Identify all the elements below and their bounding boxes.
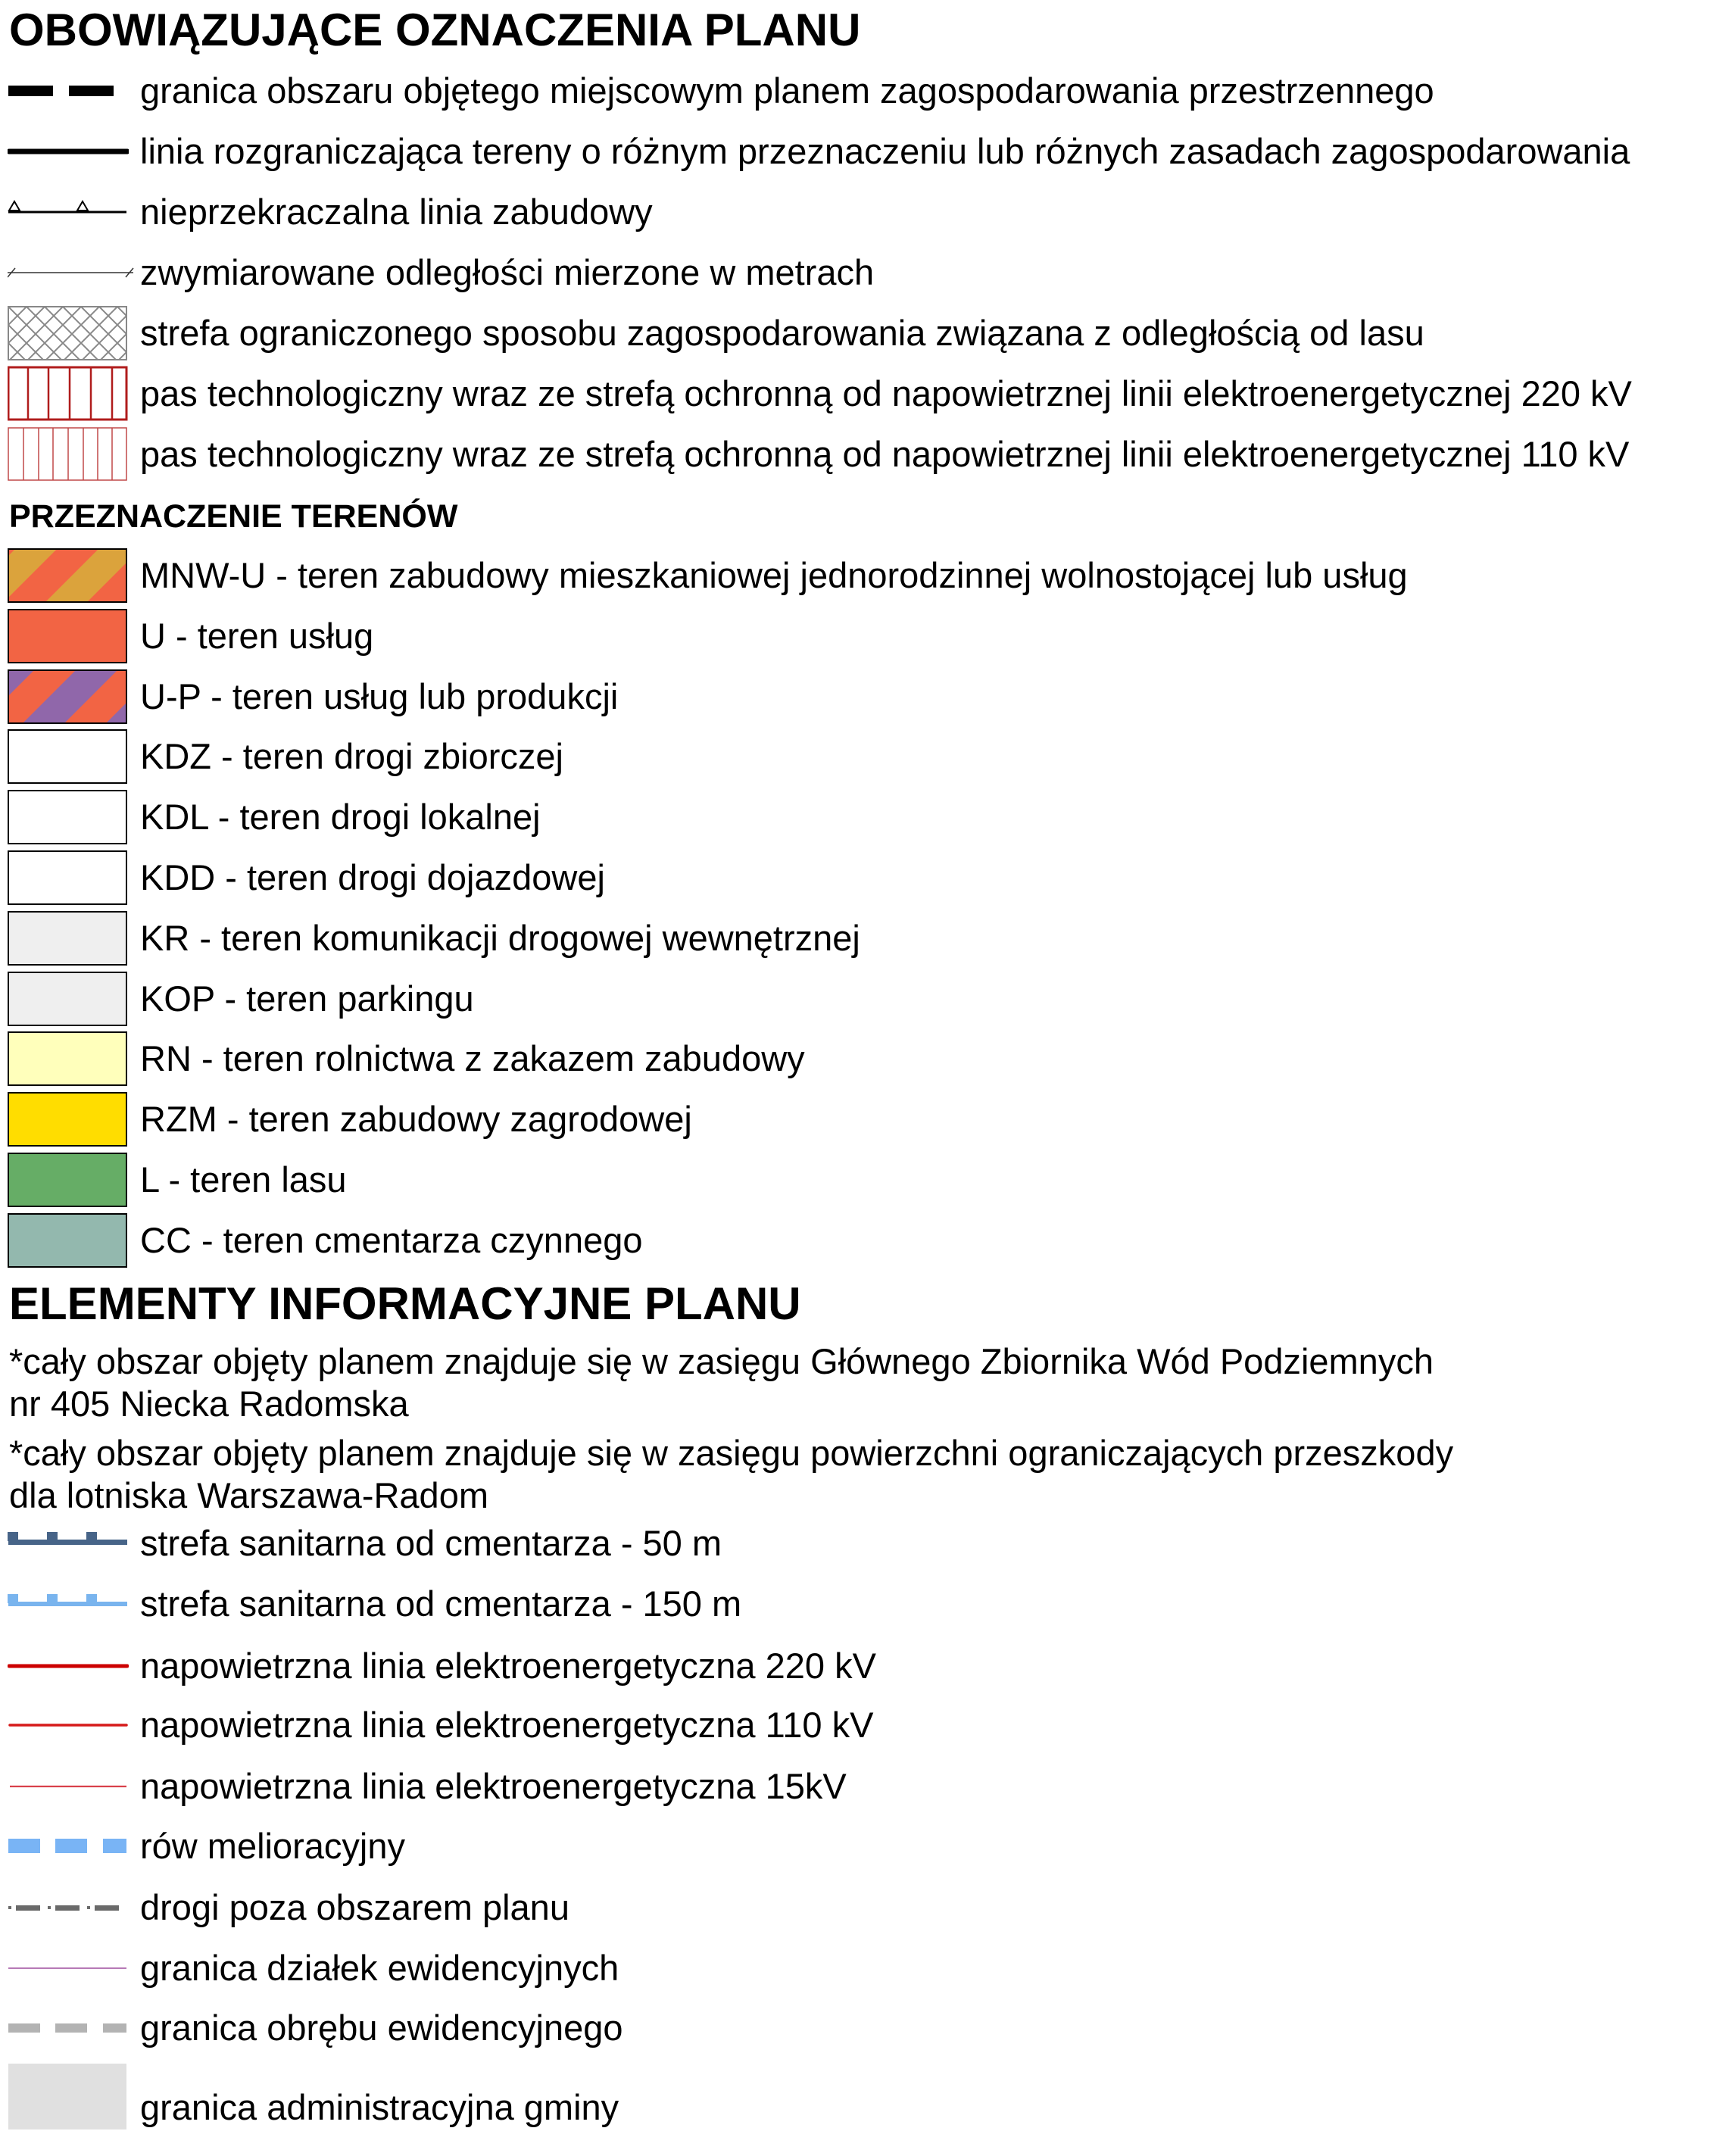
sanitary-zone-150-icon <box>8 1574 129 1634</box>
note-line: *cały obszar objęty planem znajduje się w zasięgu Głównego Zbiornika Wód Podziemnych <box>9 1341 1434 1381</box>
legend-item-demarcation-line <box>0 121 1713 182</box>
landuse-swatch-icon <box>8 1150 129 1210</box>
power-line-110-icon <box>8 1695 129 1755</box>
legend-label: KOP - teren parkingu <box>140 978 474 1019</box>
legend-item-landuse-kdz <box>0 726 1713 787</box>
landuse-swatch-icon <box>8 1028 129 1089</box>
landuse-swatch-icon <box>8 908 129 969</box>
legend-item-power-strip-220 <box>0 363 1713 424</box>
note-airport <box>9 1432 1453 1517</box>
legend-label: CC - teren cmentarza czynnego <box>140 1219 643 1260</box>
legend-item-sanitary-150 <box>0 1574 1713 1634</box>
legend-item-building-line <box>0 182 1713 242</box>
legend-label: rów melioracyjny <box>140 1826 405 1866</box>
legend-label: KR - teren komunikacji drogowej wewnętrznej <box>140 917 860 958</box>
section-title-info: ELEMENTY INFORMACYJNE PLANU <box>9 1278 801 1329</box>
landuse-swatch-icon <box>8 726 129 787</box>
thick-dashed-line-icon <box>8 61 129 121</box>
vertical-hatch-220-icon <box>8 363 129 424</box>
landuse-swatch-icon <box>8 1210 129 1271</box>
legend-item-landuse-kr <box>0 908 1713 969</box>
legend-label: napowietrzna linia elektroenergetyczna 15kV <box>140 1766 847 1806</box>
landuse-swatch-icon <box>8 666 129 727</box>
legend-item-dimension-line <box>0 242 1713 303</box>
legend-item-landuse-kdd <box>0 847 1713 908</box>
section-title-landuse: PRZEZNACZENIE TERENÓW <box>9 498 458 535</box>
dash-dot-line-icon <box>8 1877 129 1938</box>
legend-label: granica działek ewidencyjnych <box>140 1948 619 1988</box>
thin-purple-line-icon <box>8 1938 129 1998</box>
landuse-swatch-icon <box>8 606 129 666</box>
legend-label: U-P - teren usług lub produkcji <box>140 676 619 716</box>
landuse-swatch-icon <box>8 969 129 1029</box>
legend-item-power-line-220 <box>0 1636 1713 1696</box>
legend-item-forest-zone <box>0 303 1713 363</box>
legend-label: linia rozgraniczająca tereny o różnym przeznaczeniu lub różnych zasadach zagospodarowania <box>140 131 1630 171</box>
note-line: dla lotniska Warszawa-Radom <box>9 1475 488 1515</box>
legend-item-landuse-kdl <box>0 787 1713 847</box>
legend-label: drogi poza obszarem planu <box>140 1887 569 1927</box>
power-line-15-icon <box>8 1756 129 1817</box>
legend-label: strefa sanitarna od cmentarza - 150 m <box>140 1583 742 1624</box>
legend-item-parcel-boundary <box>0 1938 1713 1998</box>
section-title-binding: OBOWIĄZUJĄCE OZNACZENIA PLANU <box>9 5 861 55</box>
landuse-swatch-icon <box>8 545 129 606</box>
gray-dashed-line-icon <box>8 1998 129 2058</box>
legend-label: U - teren usług <box>140 615 374 656</box>
legend-label: KDD - teren drogi dojazdowej <box>140 857 605 897</box>
legend-label: KDL - teren drogi lokalnej <box>140 797 541 838</box>
crosshatch-icon <box>8 303 129 363</box>
legend-label: RN - teren rolnictwa z zakazem zabudowy <box>140 1038 805 1079</box>
legend-label: RZM - teren zabudowy zagrodowej <box>140 1099 692 1140</box>
legend-label: strefa ograniczonego sposobu zagospodarowania związana z odległością od lasu <box>140 313 1424 353</box>
power-line-220-icon <box>8 1636 129 1696</box>
legend-label: napowietrzna linia elektroenergetyczna 110 kV <box>140 1705 874 1745</box>
legend-item-sanitary-50 <box>0 1513 1713 1574</box>
drainage-ditch-icon <box>8 1816 129 1877</box>
sanitary-zone-50-icon <box>8 1513 129 1574</box>
legend-item-landuse-u-p <box>0 666 1713 727</box>
note-line: *cały obszar objęty planem znajduje się w zasięgu powierzchni ograniczających przeszkody <box>9 1433 1454 1473</box>
legend-label: KDZ - teren drogi zbiorczej <box>140 736 563 777</box>
legend-item-plan-boundary <box>0 61 1713 121</box>
legend-label: granica obszaru objętego miejscowym planem zagospodarowania przestrzennego <box>140 70 1434 111</box>
legend-label: napowietrzna linia elektroenergetyczna 220 kV <box>140 1646 876 1686</box>
legend-label: pas technologiczny wraz ze strefą ochronną od napowietrznej linii elektroenergetycznej 220 kV <box>140 373 1632 413</box>
legend-label: zwymiarowane odległości mierzone w metrach <box>140 252 875 292</box>
landuse-swatch-icon <box>8 1089 129 1150</box>
legend-label: granica obrębu ewidencyjnego <box>140 2008 623 2048</box>
dimension-line-icon <box>8 242 129 303</box>
legend-item-landuse-cc <box>0 1210 1713 1271</box>
solid-line-icon <box>8 121 129 182</box>
legend-label: MNW-U - teren zabudowy mieszkaniowej jednorodzinnej wolnostojącej lub usług <box>140 555 1408 595</box>
building-line-triangles-icon <box>8 182 129 242</box>
note-line: nr 405 Niecka Radomska <box>9 1384 409 1424</box>
legend-item-power-strip-110 <box>0 424 1713 485</box>
legend-label: pas technologiczny wraz ze strefą ochronną od napowietrznej linii elektroenergetycznej 110 kV <box>140 434 1630 474</box>
legend-label: L - teren lasu <box>140 1159 347 1200</box>
legend-item-landuse-rzm <box>0 1089 1713 1150</box>
legend-item-landuse-l <box>0 1150 1713 1210</box>
legend-item-municipal-boundary <box>0 2064 1713 2154</box>
legend-item-power-line-110 <box>0 1695 1713 1755</box>
legend-item-landuse-rn <box>0 1028 1713 1089</box>
vertical-hatch-110-icon <box>8 424 129 485</box>
legend-label: granica administracyjna gminy <box>140 2087 619 2127</box>
legend-item-landuse-mnw-u <box>0 545 1713 606</box>
gray-area-icon <box>8 2064 129 2132</box>
legend-item-roads-outside <box>0 1877 1713 1938</box>
legend-label: nieprzekraczalna linia zabudowy <box>140 192 653 232</box>
legend-item-landuse-u <box>0 606 1713 666</box>
note-groundwater <box>9 1340 1434 1425</box>
legend-item-power-line-15 <box>0 1756 1713 1817</box>
legend-item-landuse-kop <box>0 969 1713 1029</box>
landuse-swatch-icon <box>8 847 129 908</box>
legend-label: strefa sanitarna od cmentarza - 50 m <box>140 1523 722 1563</box>
landuse-swatch-icon <box>8 787 129 847</box>
legend-item-drainage-ditch <box>0 1816 1713 1877</box>
legend-item-precinct-boundary <box>0 1998 1713 2058</box>
